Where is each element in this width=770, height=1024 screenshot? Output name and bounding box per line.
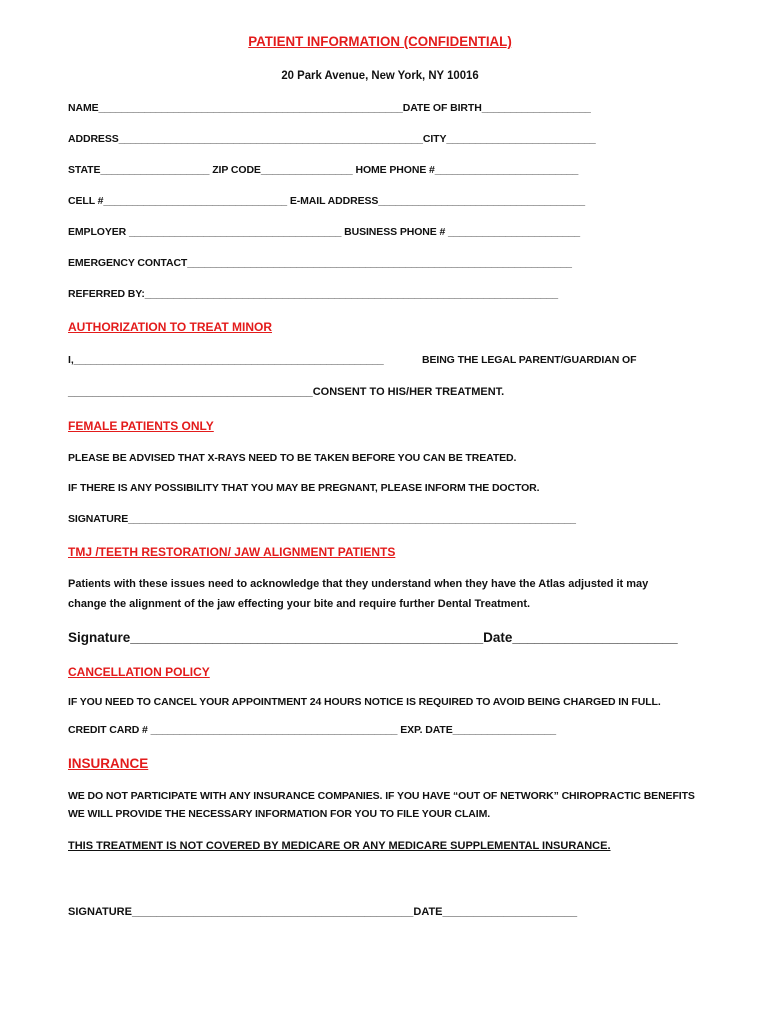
insurance-heading: INSURANCE xyxy=(68,756,149,771)
cancellation-notice: IF YOU NEED TO CANCEL YOUR APPOINTMENT 24 HOURS NOTICE IS REQUIRED TO AVOID BEING CHARGED IN FULL. xyxy=(68,696,661,708)
credit-card-field[interactable]: CREDIT CARD # ___________________________________________ EXP. DATE__________________ xyxy=(68,724,556,736)
insurance-signature-date-field[interactable]: SIGNATURE______________________________________________DATE______________________ xyxy=(68,906,578,918)
tmj-signature-date-field[interactable]: Signature_______________________________________________Date______________________ xyxy=(68,630,678,645)
tmj-text-line1: Patients with these issues need to acknowledge that they understand when they have the Atlas adjusted it may xyxy=(68,578,649,590)
address-city-field[interactable]: ADDRESS_____________________________________________________CITY__________________________ xyxy=(68,133,596,145)
pregnancy-notice: IF THERE IS ANY POSSIBILITY THAT YOU MAY BE PREGNANT, PLEASE INFORM THE DOCTOR. xyxy=(68,482,540,494)
xray-notice: PLEASE BE ADVISED THAT X-RAYS NEED TO BE TAKEN BEFORE YOU CAN BE TREATED. xyxy=(68,452,517,464)
employer-business-field[interactable]: EMPLOYER _____________________________________ BUSINESS PHONE # _______________________ xyxy=(68,226,581,238)
insurance-text-line2: WE WILL PROVIDE THE NECESSARY INFORMATION FOR YOU TO FILE YOUR CLAIM. xyxy=(68,808,491,820)
guardian-name-field[interactable]: I,______________________________________________________ xyxy=(68,354,384,366)
female-signature-field[interactable]: SIGNATURE______________________________________________________________________________ xyxy=(68,513,576,525)
state-zip-phone-field[interactable]: STATE___________________ ZIP CODE________________ HOME PHONE #_________________________ xyxy=(68,164,579,176)
name-dob-field[interactable]: NAME_____________________________________________________DATE OF BIRTH___________________ xyxy=(68,102,591,114)
tmj-text-line2: change the alignment of the jaw effecting your bite and require further Dental Treatment. xyxy=(68,598,531,610)
cell-email-field[interactable]: CELL #________________________________ E-MAIL ADDRESS____________________________________ xyxy=(68,195,585,207)
cancellation-heading: CANCELLATION POLICY xyxy=(68,665,210,679)
emergency-contact-field[interactable]: EMERGENCY CONTACT___________________________________________________________________ xyxy=(68,257,572,269)
guardian-label: BEING THE LEGAL PARENT/GUARDIAN OF xyxy=(422,354,637,366)
insurance-text-line1: WE DO NOT PARTICIPATE WITH ANY INSURANCE COMPANIES. IF YOU HAVE “OUT OF NETWORK” CHIROPRACTIC BENEFITS xyxy=(68,790,695,802)
minor-consent-field[interactable]: ________________________________________CONSENT TO HIS/HER TREATMENT. xyxy=(68,386,505,398)
tmj-heading: TMJ /TEETH RESTORATION/ JAW ALIGNMENT PATIENTS xyxy=(68,545,396,559)
minor-heading: AUTHORIZATION TO TREAT MINOR xyxy=(68,320,272,334)
practice-address: 20 Park Avenue, New York, NY 10016 xyxy=(281,70,479,82)
page-title: PATIENT INFORMATION (CONFIDENTIAL) xyxy=(248,34,512,49)
female-heading: FEMALE PATIENTS ONLY xyxy=(68,419,214,433)
referred-by-field[interactable]: REFERRED BY:________________________________________________________________________ xyxy=(68,288,559,300)
medicare-notice: THIS TREATMENT IS NOT COVERED BY MEDICARE OR ANY MEDICARE SUPPLEMENTAL INSURANCE. xyxy=(68,840,611,852)
